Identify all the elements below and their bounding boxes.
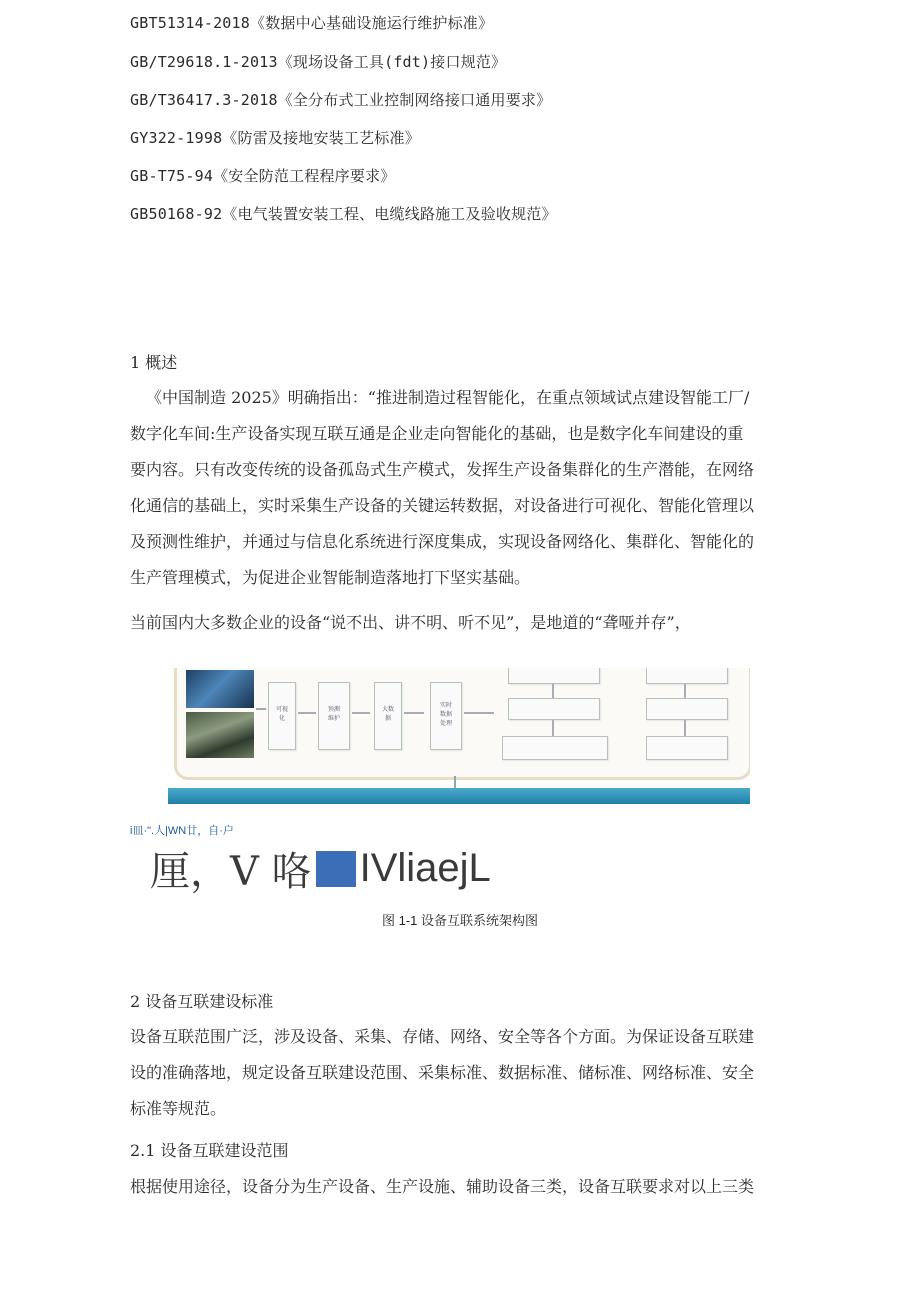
section-2-1-text: 根据使用途径，设备分为生产设备、生产设施、辅助设备三类，设备互联要求对以上三类 xyxy=(130,1177,755,1196)
connector xyxy=(684,720,686,736)
para-line: 标准等规范。 xyxy=(130,1099,227,1118)
diagram-box xyxy=(646,698,728,720)
standard-line-4: GY322-1998《防雷及接地安装工艺标准》 xyxy=(130,129,420,147)
figure-caption: 图 1-1 设备互联系统架构图 xyxy=(381,913,538,928)
arrow-icon xyxy=(256,708,266,710)
connector xyxy=(684,684,686,698)
diagram-box xyxy=(508,698,600,720)
para-line: 设的准确落地，规定设备互联建设范围、采集标准、数据标准、储标准、网络标准、安全 xyxy=(130,1063,755,1082)
figure-garbled-text xyxy=(150,840,491,897)
para-line: 及预测性维护，并通过与信息化系统进行深度集成，实现设备网络化、集群化、智能化的 xyxy=(130,532,755,551)
arrow-icon xyxy=(352,712,370,714)
diagram-box xyxy=(502,736,608,760)
diagram-frame xyxy=(174,668,750,780)
photo-factory xyxy=(186,712,254,758)
section-1-line-2: 当前国内大多数企业的设备“说不出、讲不明、听不见”，是地道的“聋哑并存”， xyxy=(130,613,691,632)
connector xyxy=(454,776,456,788)
para-line: 《中国制造 2025》明确指出：“推进制造过程智能化，在重点领域试点建设智能工厂/ xyxy=(146,388,750,407)
connector xyxy=(552,720,554,736)
blue-block-icon xyxy=(316,851,356,887)
standard-line-3: GB/T36417.3-2018《全分布式工业控制网络接口通用要求》 xyxy=(130,91,552,109)
diagram-box xyxy=(646,668,728,684)
diagram-box: 实时 数据 处理 xyxy=(430,682,462,750)
arrow-icon xyxy=(298,712,316,714)
connector xyxy=(552,684,554,698)
section-1-heading: 1 概述 xyxy=(130,353,178,372)
diagram-box xyxy=(646,736,728,760)
arrow-icon xyxy=(464,712,494,714)
garbled-prefix: 厘，V 咯 xyxy=(150,849,312,895)
diagram-box xyxy=(508,668,600,684)
standard-line-2: GB/T29618.1-2013《现场设备工具(fdt)接口规范》 xyxy=(130,53,507,71)
figure-small-caption: i皿·".人|WN廿，自·户 xyxy=(130,825,234,837)
section-1-paragraph xyxy=(130,380,790,596)
para-line: 化通信的基础上，实时采集生产设备的关键运转数据，对设备进行可视化、智能化管理以 xyxy=(130,496,755,515)
diagram-box: 可视 化 xyxy=(268,682,296,750)
para-line: 数字化车间:生产设备实现互联互通是企业走向智能化的基础，也是数字化车间建设的重 xyxy=(130,424,744,443)
photo-server-room xyxy=(186,670,254,708)
standard-line-1: GBT51314-2018《数据中心基础设施运行维护标准》 xyxy=(130,14,494,32)
architecture-diagram xyxy=(168,668,750,810)
arrow-icon xyxy=(404,712,424,714)
garbled-suffix: IVliaejL xyxy=(359,846,491,890)
network-bar xyxy=(168,788,750,804)
para-line: 设备互联范围广泛，涉及设备、采集、存储、网络、安全等各个方面。为保证设备互联建 xyxy=(130,1027,755,1046)
para-line: 要内容。只有改变传统的设备孤岛式生产模式，发挥生产设备集群化的生产潜能，在网络 xyxy=(130,460,755,479)
standard-line-5: GB-T75-94《安全防范工程程序要求》 xyxy=(130,167,396,185)
diagram-box: 预测 维护 xyxy=(318,682,350,750)
section-2-1-heading: 2.1 设备互联建设范围 xyxy=(130,1141,289,1160)
section-2-heading: 2 设备互联建设标准 xyxy=(130,992,274,1011)
diagram-box: 大数 据 xyxy=(374,682,402,750)
para-line: 生产管理模式，为促进企业智能制造落地打下坚实基础。 xyxy=(130,568,531,587)
standard-line-6: GB50168-92《电气装置安装工程、电缆线路施工及验收规范》 xyxy=(130,205,557,223)
section-2-paragraph xyxy=(130,1019,790,1127)
